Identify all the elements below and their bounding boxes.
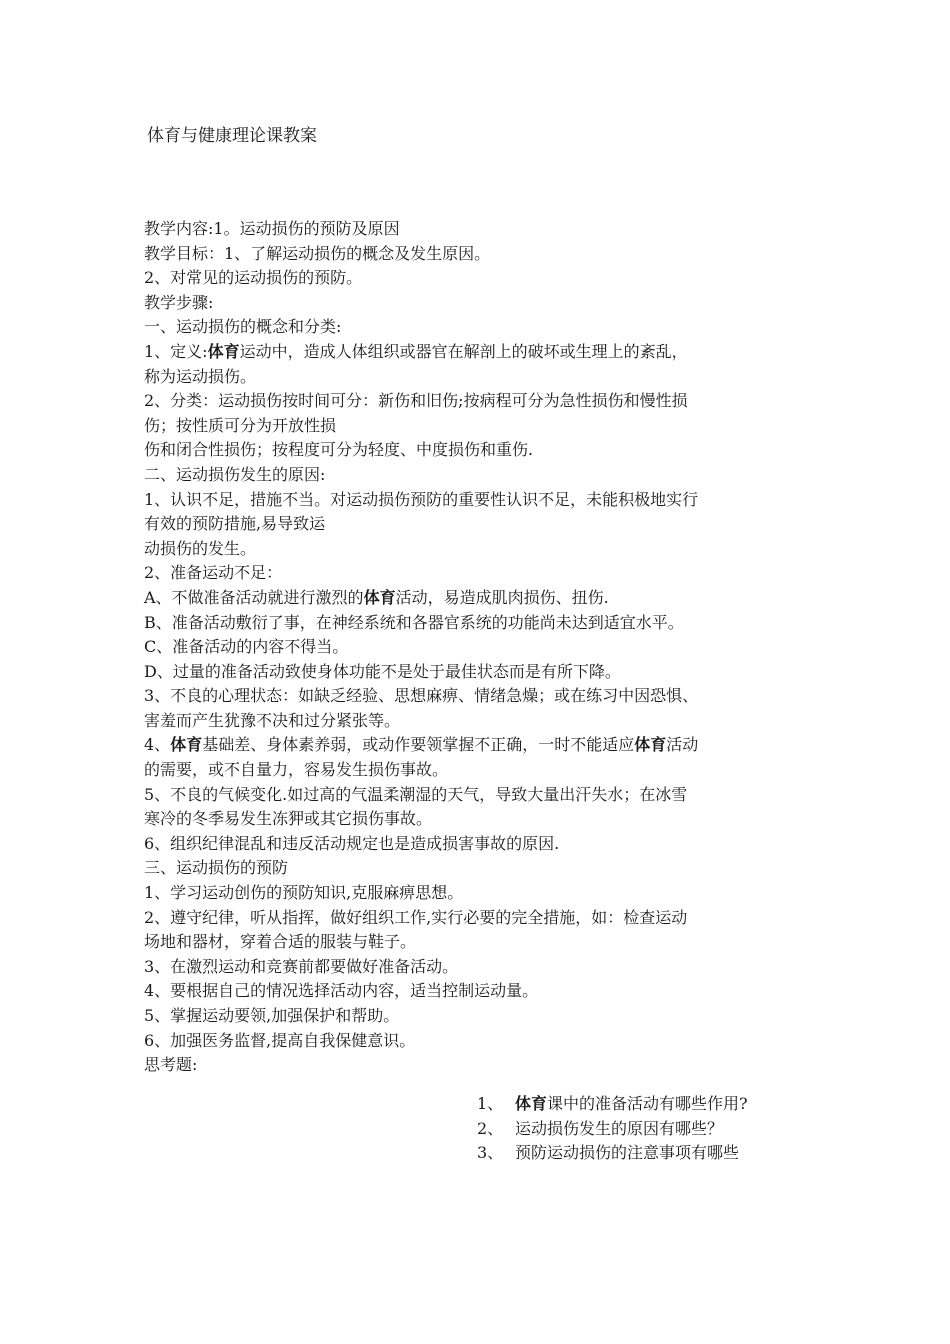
text-line	[144, 266, 814, 291]
text-segment: 2、遵守纪律，听从指挥，做好组织工作,实行必要的完全措施，如：检查运动	[144, 907, 688, 927]
text-segment: 有效的预防措施,易导致运	[144, 514, 326, 534]
text-segment: 伤；按性质可分为开放性损	[144, 415, 337, 435]
text-segment: 基础差、身体素养弱，或动作要领掌握不正确，一时不能适应	[202, 735, 635, 755]
text-line	[144, 1029, 814, 1054]
text-segment: 1、认识不足，措施不当。对运动损伤预防的重要性认识不足，未能积极地实行	[144, 489, 699, 509]
text-line	[144, 537, 814, 562]
question-item	[477, 1117, 748, 1142]
text-line	[144, 438, 814, 463]
text-line	[144, 660, 814, 685]
text-line	[144, 758, 814, 783]
text-segment: D、过量的准备活动致使身体功能不是处于最佳状态而是有所下降。	[144, 661, 621, 681]
text-line	[144, 389, 814, 414]
text-segment: 教学目标：1、了解运动损伤的概念及发生原因。	[144, 243, 491, 263]
text-segment: 3、在激烈运动和竞赛前都要做好准备活动。	[144, 956, 459, 976]
text-line	[144, 586, 814, 611]
text-segment: 动损伤的发生。	[144, 538, 257, 558]
text-segment: 2、分类：运动损伤按时间可分：新伤和旧伤;按病程可分为急性损伤和慢性损	[144, 391, 688, 411]
text-segment: A、不做准备活动就进行激烈的	[144, 587, 364, 607]
question-item	[477, 1092, 748, 1117]
text-segment: 4、要根据自己的情况选择活动内容，适当控制运动量。	[144, 981, 539, 1001]
text-segment: 的需要，或不自量力，容易发生损伤事故。	[144, 760, 449, 780]
text-line	[144, 1004, 814, 1029]
text-line	[144, 856, 814, 881]
text-line	[144, 561, 814, 586]
text-segment: 5、掌握运动要领,加强保护和帮助。	[144, 1006, 400, 1025]
text-line	[144, 414, 814, 439]
text-line	[144, 1053, 814, 1078]
question-item	[477, 1141, 748, 1166]
text-line	[144, 217, 814, 242]
question-text: 运动损伤发生的原因有哪些？	[515, 1118, 724, 1138]
text-segment: 5、不良的气候变化.如过高的气温柔潮湿的天气，导致大量出汗失水；在冰雪	[144, 784, 688, 804]
text-line	[144, 291, 814, 316]
text-line	[144, 881, 814, 906]
text-segment: 3、不良的心理状态：如缺乏经验、思想麻痹、情绪急燥；或在练习中因恐惧、	[144, 686, 699, 706]
text-line	[144, 512, 814, 537]
text-segment: 思考题:	[144, 1055, 198, 1075]
text-line	[144, 979, 814, 1004]
text-line	[144, 955, 814, 980]
text-line	[144, 611, 814, 636]
text-segment: 称为运动损伤。	[144, 366, 257, 386]
question-list	[477, 1092, 748, 1166]
text-line	[144, 709, 814, 734]
text-line	[144, 930, 814, 955]
page-title: 体育与健康理论课教案	[147, 126, 317, 146]
text-segment: 教学内容:1。运动损伤的预防及原因	[144, 219, 400, 238]
text-line	[144, 365, 814, 390]
text-line	[144, 783, 814, 808]
text-line	[144, 340, 814, 365]
question-number: 2、	[477, 1118, 504, 1138]
bold-keyword: 体育	[634, 735, 667, 755]
text-segment: 教学步骤:	[144, 292, 214, 312]
text-segment: 1、学习运动创伤的预防知识,克服麻痹思想。	[144, 883, 464, 903]
bold-keyword: 体育	[363, 587, 396, 607]
text-segment: 2、准备运动不足：	[144, 563, 283, 583]
text-segment: 场地和器材，穿着合适的服装与鞋子。	[144, 932, 417, 952]
text-segment: 三、运动损伤的预防	[144, 858, 289, 878]
text-segment: 运动中，造成人体组织或器官在解剖上的破坏或生理上的紊乱，	[239, 341, 688, 361]
text-segment: 4、	[144, 735, 171, 755]
text-line	[144, 488, 814, 513]
text-segment: B、准备活动敷衍了事，在神经系统和各器官系统的功能尚未达到适宜水平。	[144, 612, 684, 632]
text-segment: 活动	[666, 735, 699, 755]
text-line	[144, 832, 814, 857]
question-number: 3、	[477, 1143, 504, 1163]
bold-keyword: 体育	[170, 735, 203, 755]
text-segment: 一、运动损伤的概念和分类:	[144, 317, 342, 337]
text-segment: 6、组织纪律混乱和违反活动规定也是造成损害事故的原因.	[144, 833, 560, 853]
text-segment: 活动，易造成肌肉损伤、扭伤.	[395, 587, 609, 607]
text-line	[144, 315, 814, 340]
question-text: 课中的准备活动有哪些作用?	[547, 1094, 748, 1113]
text-line	[144, 807, 814, 832]
bold-keyword: 体育	[207, 341, 240, 361]
text-line	[144, 684, 814, 709]
text-segment: 害羞而产生犹豫不决和过分紧张等。	[144, 710, 401, 730]
text-line	[144, 242, 814, 267]
text-line	[144, 733, 814, 758]
question-number: 1、	[477, 1094, 504, 1113]
text-segment: C、准备活动的内容不得当。	[144, 637, 349, 657]
text-segment: 二、运动损伤发生的原因:	[144, 464, 326, 484]
text-segment: 伤和闭合性损伤；按程度可分为轻度、中度损伤和重伤.	[144, 440, 534, 460]
text-segment: 1、定义:	[144, 341, 208, 361]
lesson-body	[144, 217, 814, 1078]
text-segment: 6、加强医务监督,提高自我保健意识。	[144, 1030, 416, 1050]
text-line	[144, 906, 814, 931]
bold-keyword: 体育	[515, 1094, 548, 1113]
question-text: 预防运动损伤的注意事项有哪些	[515, 1143, 740, 1163]
text-line	[144, 635, 814, 660]
text-segment: 2、对常见的运动损伤的预防。	[144, 268, 363, 288]
text-line	[144, 463, 814, 488]
text-segment: 寒冷的冬季易发生冻狎或其它损伤事故。	[144, 809, 433, 829]
